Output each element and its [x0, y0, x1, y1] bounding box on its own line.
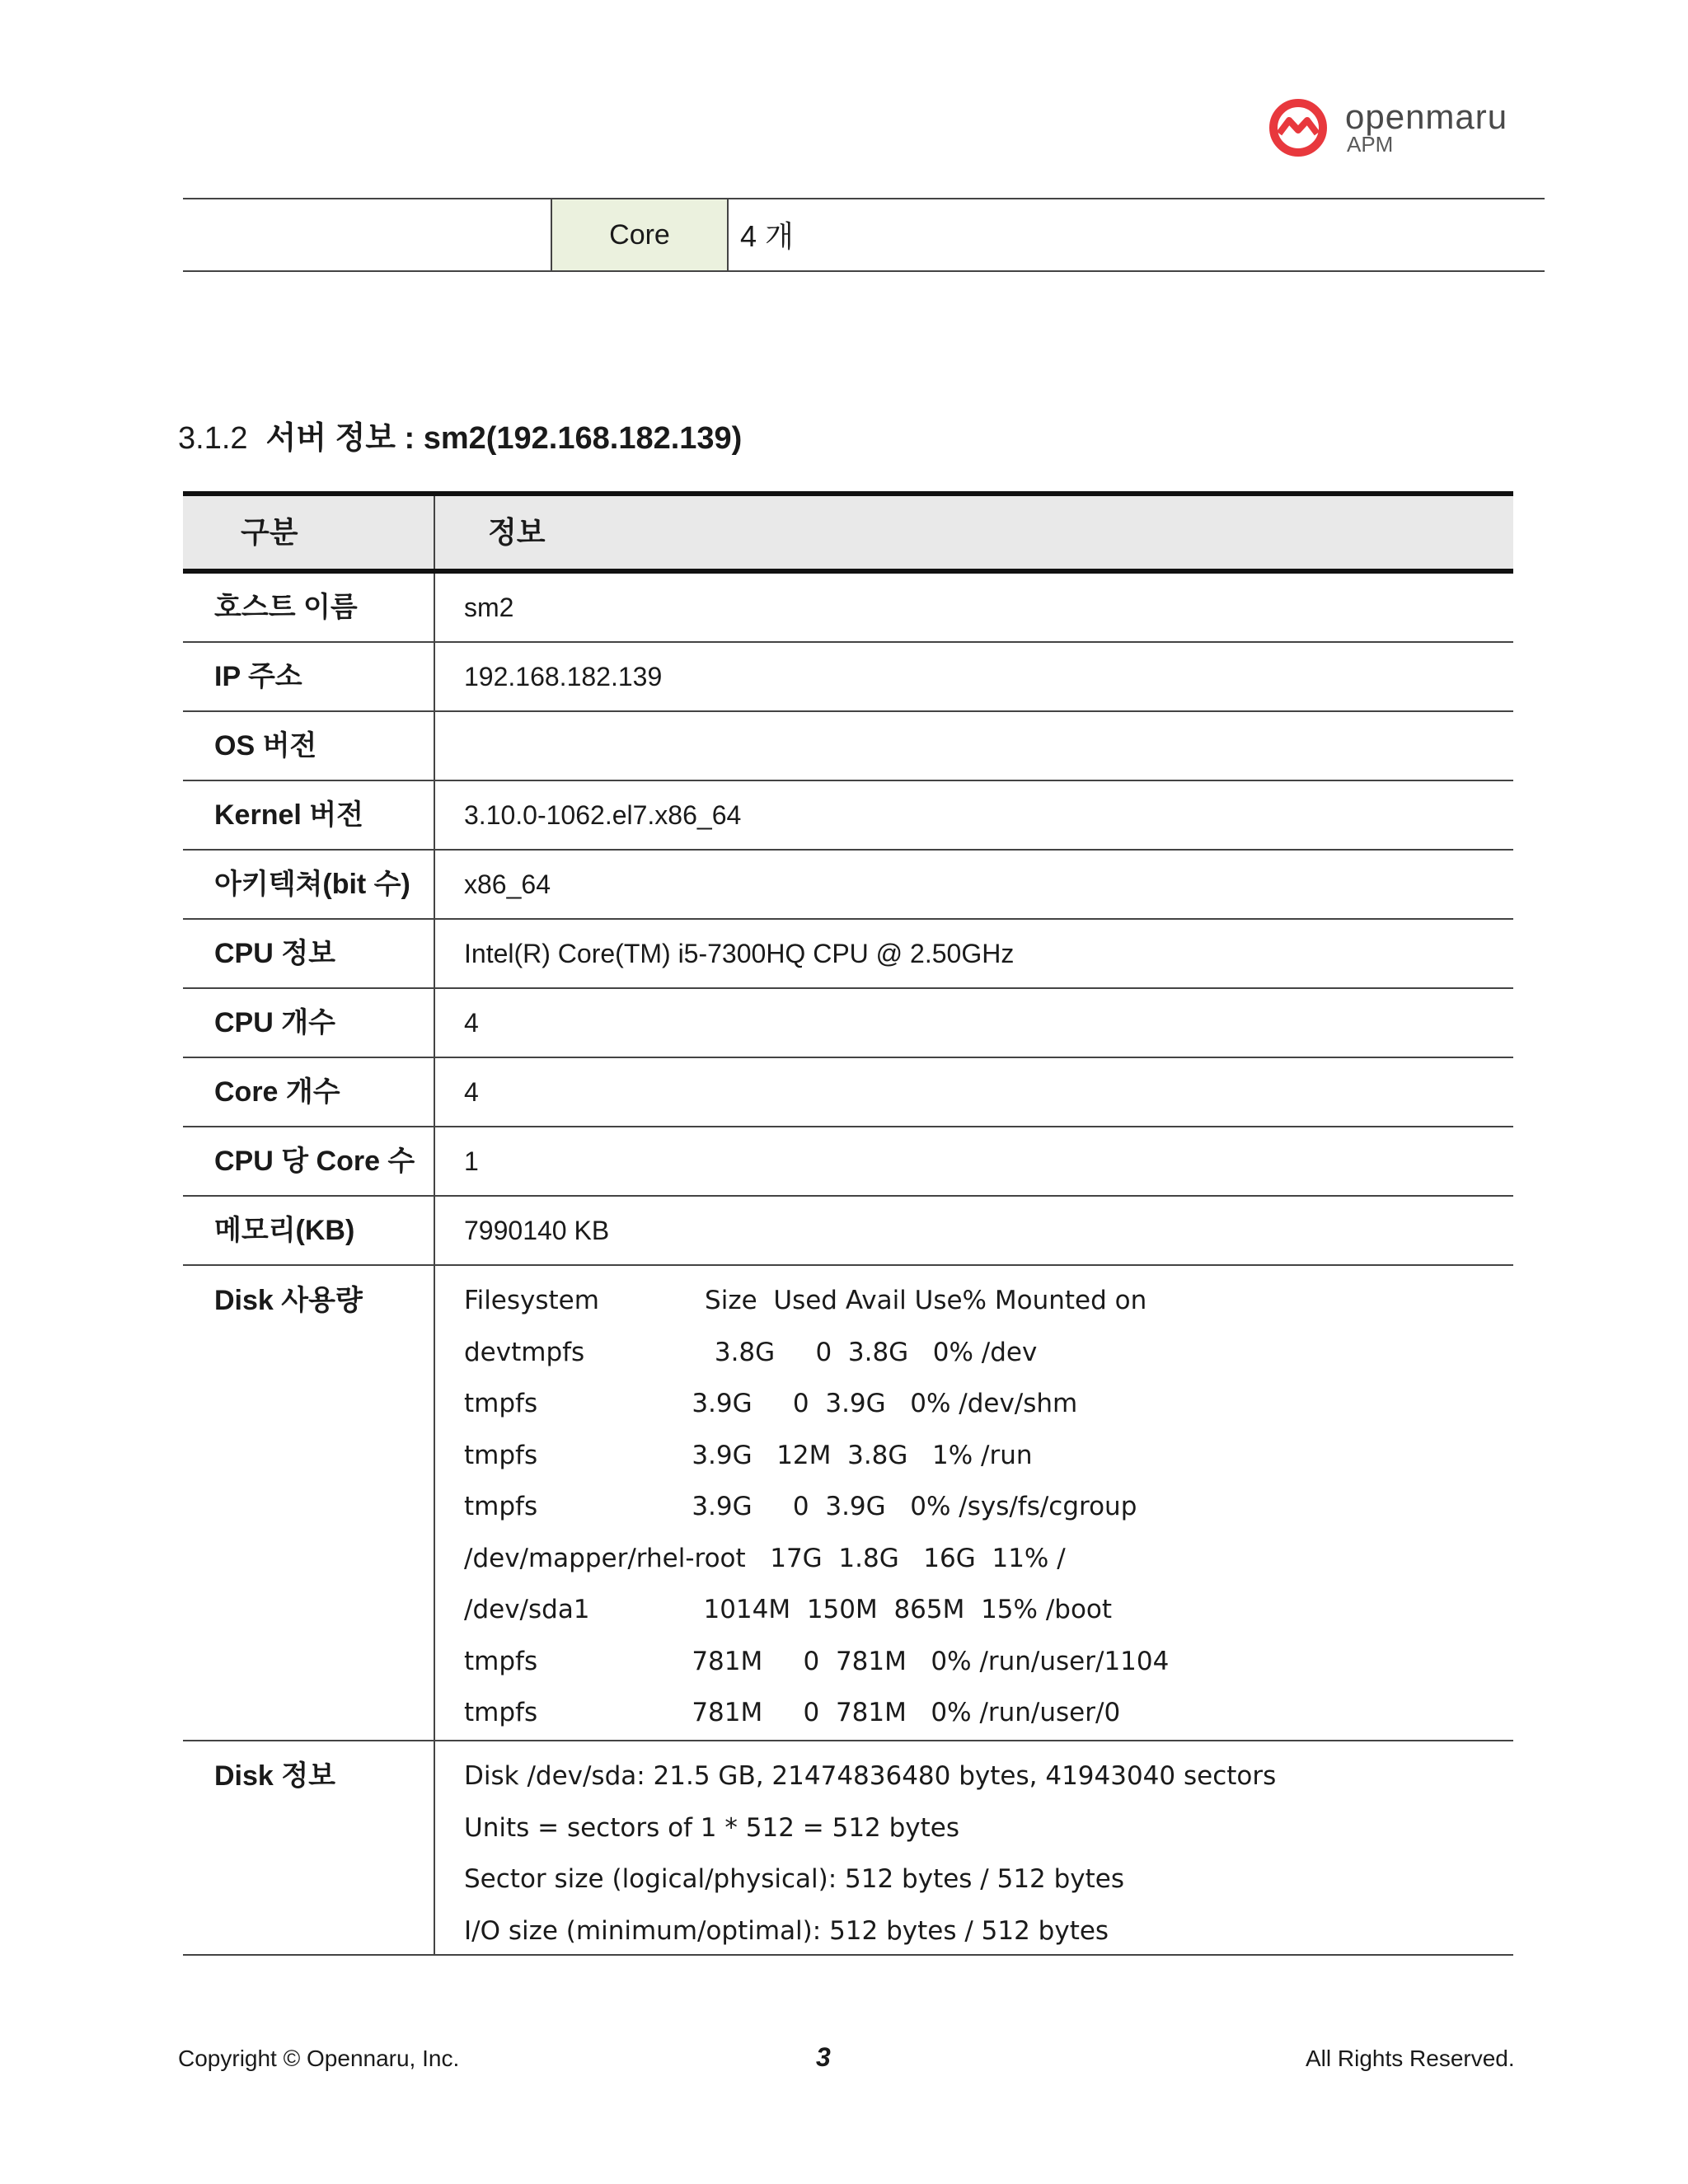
column-divider: [434, 643, 435, 710]
disk-info-row: [183, 1741, 1513, 1956]
row-label: Core 개수: [214, 1076, 340, 1108]
table-row: [183, 712, 1513, 781]
row-value: 4: [464, 1077, 479, 1107]
row-value: 1: [464, 1146, 479, 1176]
row-label: Disk 정보: [214, 1760, 335, 1792]
column-divider: [434, 1127, 435, 1195]
disk-usage-line: devtmpfs 3.8G 0 3.8G 0% /dev: [464, 1337, 1038, 1367]
column-divider: [434, 1741, 435, 1954]
row-value: 4: [464, 1008, 479, 1038]
page-number: 3: [816, 2042, 831, 2072]
row-label: CPU 개수: [214, 1007, 335, 1038]
disk-info-line: Sector size (logical/physical): 512 bytes / 512 bytes: [464, 1864, 1125, 1894]
column-divider: [434, 574, 435, 641]
row-value: Intel(R) Core(TM) i5-7300HQ CPU @ 2.50GHz: [464, 939, 1015, 968]
column-divider: [434, 1266, 435, 1740]
disk-info-output: [464, 1758, 1276, 1964]
disk-usage-line: Filesystem Size Used Avail Use% Mounted on: [464, 1286, 1147, 1315]
core-label-cell: Core: [551, 199, 729, 270]
disk-usage-line: tmpfs 3.9G 12M 3.8G 1% /run: [464, 1440, 1033, 1470]
table-row: [183, 781, 1513, 851]
column-divider: [434, 989, 435, 1057]
logo-text: openmaru: [1345, 97, 1508, 136]
row-label: Kernel 버전: [214, 799, 363, 831]
disk-info-line: Units = sectors of 1 * 512 = 512 bytes: [464, 1812, 960, 1843]
logo-subtext: APM: [1347, 132, 1394, 157]
disk-usage-line: tmpfs 781M 0 781M 0% /run/user/0: [464, 1698, 1121, 1727]
column-divider: [434, 851, 435, 918]
table-row: [183, 1197, 1513, 1266]
row-label: CPU 정보: [214, 938, 335, 969]
disk-info-line: Disk /dev/sda: 21.5 GB, 21474836480 bytes, 41943040 sectors: [464, 1761, 1277, 1791]
disk-usage-line: tmpfs 3.9G 0 3.9G 0% /sys/fs/cgroup: [464, 1492, 1137, 1521]
row-value: 192.168.182.139: [464, 662, 663, 691]
column-divider: [434, 712, 435, 780]
footer-copyright: Copyright © Opennaru, Inc.: [178, 2046, 460, 2071]
column-divider: [434, 496, 435, 569]
server-info-table: [183, 491, 1513, 1956]
disk-usage-output: [464, 1282, 1169, 1746]
core-value-cell: 4 개: [740, 219, 794, 253]
disk-info-line: I/O size (minimum/optimal): 512 bytes / 512 bytes: [464, 1915, 1109, 1946]
disk-usage-line: /dev/mapper/rhel-root 17G 1.8G 16G 11% /: [464, 1543, 1066, 1573]
row-label: 메모리(KB): [214, 1215, 355, 1246]
row-label: OS 버전: [214, 730, 317, 762]
table-row: [183, 920, 1513, 989]
row-label: IP 주소: [214, 661, 302, 692]
row-label: Disk 사용량: [214, 1285, 363, 1316]
row-label: 호스트 이름: [214, 592, 358, 623]
column-divider: [434, 1058, 435, 1126]
row-value: sm2: [464, 593, 514, 622]
table-row: [183, 851, 1513, 920]
column-divider: [434, 781, 435, 849]
disk-usage-row: [183, 1266, 1513, 1741]
disk-usage-line: tmpfs 781M 0 781M 0% /run/user/1104: [464, 1646, 1170, 1676]
table-header: [183, 491, 1513, 574]
column-divider: [434, 920, 435, 987]
section-heading: [178, 412, 742, 457]
table-row: [183, 1127, 1513, 1197]
column-header-info: 정보: [488, 515, 546, 549]
company-logo: [1268, 97, 1515, 160]
table-row: [183, 1058, 1513, 1127]
row-label: CPU 당 Core 수: [214, 1146, 415, 1177]
top-continuation-table: [183, 198, 1545, 272]
row-label: 아키텍쳐(bit 수): [214, 869, 410, 900]
column-header-category: 구분: [241, 515, 298, 549]
row-value: 3.10.0-1062.el7.x86_64: [464, 800, 742, 830]
table-row: [183, 643, 1513, 712]
openmaru-logo-icon: [1268, 97, 1329, 158]
footer-rights: All Rights Reserved.: [1306, 2046, 1515, 2071]
disk-usage-line: /dev/sda1 1014M 150M 865M 15% /boot: [464, 1595, 1113, 1624]
row-value: x86_64: [464, 869, 551, 899]
table-row: [183, 989, 1513, 1058]
column-divider: [434, 1197, 435, 1264]
disk-usage-line: tmpfs 3.9G 0 3.9G 0% /dev/shm: [464, 1389, 1078, 1418]
section-number: 3.1.2: [178, 421, 248, 456]
row-value: 7990140 KB: [464, 1216, 610, 1245]
section-title: 서버 정보 : sm2(192.168.182.139): [265, 421, 743, 456]
table-row: [183, 574, 1513, 643]
